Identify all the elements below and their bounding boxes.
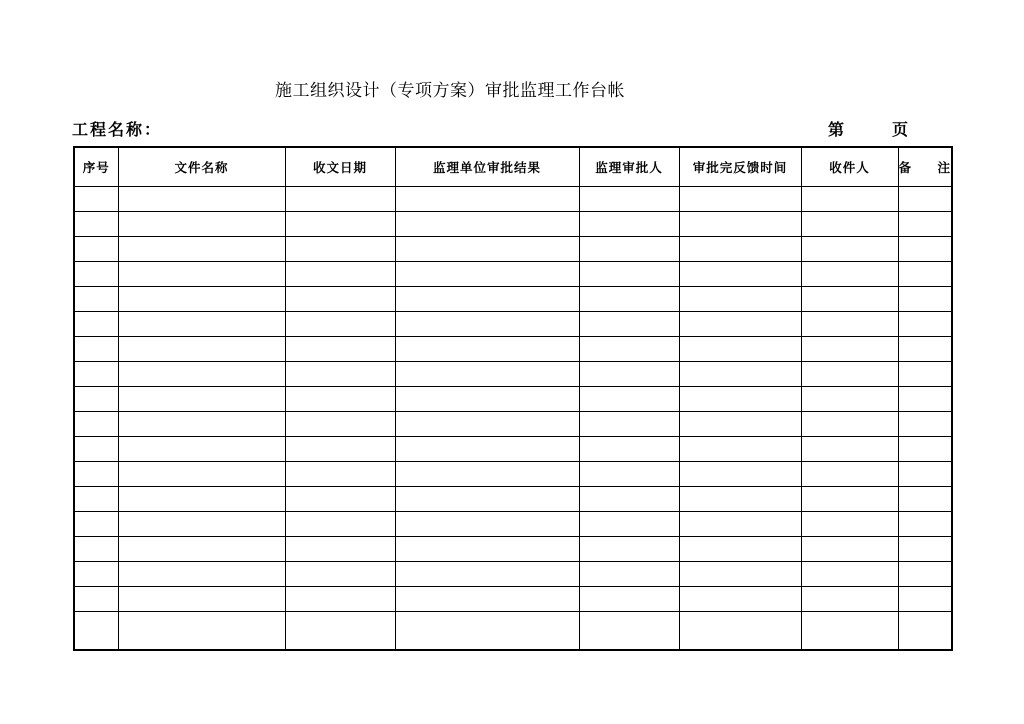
table-cell[interactable] <box>898 512 952 537</box>
table-cell[interactable] <box>118 612 285 651</box>
table-cell[interactable] <box>118 587 285 612</box>
table-cell[interactable] <box>679 312 801 337</box>
header-receipt-date: 收文日期 <box>285 147 395 187</box>
table-cell[interactable] <box>898 437 952 462</box>
table-cell[interactable] <box>285 512 395 537</box>
table-cell[interactable] <box>898 387 952 412</box>
table-cell[interactable] <box>74 587 118 612</box>
table-cell[interactable] <box>74 212 118 237</box>
table-cell[interactable] <box>285 562 395 587</box>
table-cell[interactable] <box>74 312 118 337</box>
table-cell[interactable] <box>395 237 579 262</box>
table-cell[interactable] <box>285 437 395 462</box>
table-cell[interactable] <box>801 562 898 587</box>
table-cell[interactable] <box>579 212 679 237</box>
table-row <box>74 612 952 651</box>
table-cell[interactable] <box>898 287 952 312</box>
table-cell[interactable] <box>679 487 801 512</box>
table-cell[interactable] <box>74 362 118 387</box>
table-cell[interactable] <box>801 387 898 412</box>
table-cell[interactable] <box>679 537 801 562</box>
table-row <box>74 187 952 212</box>
table-cell[interactable] <box>679 287 801 312</box>
table-cell[interactable] <box>395 187 579 212</box>
table-cell[interactable] <box>285 587 395 612</box>
table-cell[interactable] <box>579 387 679 412</box>
table-cell[interactable] <box>679 612 801 651</box>
table-cell[interactable] <box>801 487 898 512</box>
table-cell[interactable] <box>898 187 952 212</box>
table-cell[interactable] <box>74 437 118 462</box>
table-cell[interactable] <box>74 262 118 287</box>
table-cell[interactable] <box>285 537 395 562</box>
table-cell[interactable] <box>118 437 285 462</box>
table-cell[interactable] <box>74 287 118 312</box>
table-cell[interactable] <box>898 537 952 562</box>
table-cell[interactable] <box>118 187 285 212</box>
table-cell[interactable] <box>118 412 285 437</box>
table-row <box>74 212 952 237</box>
table-cell[interactable] <box>898 237 952 262</box>
table-cell[interactable] <box>679 512 801 537</box>
table-cell[interactable] <box>74 537 118 562</box>
table-cell[interactable] <box>801 262 898 287</box>
table-cell[interactable] <box>898 337 952 362</box>
header-remarks: 备 注 <box>898 147 952 187</box>
table-cell[interactable] <box>118 287 285 312</box>
header-feedback-time: 审批完反馈时间 <box>679 147 801 187</box>
table-cell[interactable] <box>579 512 679 537</box>
table-cell[interactable] <box>801 337 898 362</box>
table-cell[interactable] <box>679 462 801 487</box>
table-cell[interactable] <box>579 187 679 212</box>
table-cell[interactable] <box>801 612 898 651</box>
header-serial-number: 序号 <box>74 147 118 187</box>
table-cell[interactable] <box>579 437 679 462</box>
table-cell[interactable] <box>395 412 579 437</box>
table-cell[interactable] <box>801 362 898 387</box>
table-cell[interactable] <box>285 287 395 312</box>
table-cell[interactable] <box>285 612 395 651</box>
table-cell[interactable] <box>898 487 952 512</box>
table-cell[interactable] <box>74 237 118 262</box>
table-cell[interactable] <box>898 587 952 612</box>
table-row <box>74 412 952 437</box>
table-cell[interactable] <box>285 337 395 362</box>
table-cell[interactable] <box>801 187 898 212</box>
table-cell[interactable] <box>579 337 679 362</box>
table-cell[interactable] <box>74 512 118 537</box>
table-cell[interactable] <box>118 212 285 237</box>
table-cell[interactable] <box>679 237 801 262</box>
table-cell[interactable] <box>679 337 801 362</box>
table-cell[interactable] <box>118 237 285 262</box>
table-row <box>74 562 952 587</box>
table-cell[interactable] <box>118 512 285 537</box>
table-row <box>74 312 952 337</box>
project-name-label: 工程名称： <box>72 120 163 139</box>
table-cell[interactable] <box>118 262 285 287</box>
table-cell[interactable] <box>285 387 395 412</box>
table-cell[interactable] <box>898 562 952 587</box>
table-cell[interactable] <box>74 187 118 212</box>
table-row <box>74 437 952 462</box>
table-body <box>74 187 952 651</box>
table-cell[interactable] <box>285 312 395 337</box>
table-cell[interactable] <box>118 487 285 512</box>
table-row <box>74 237 952 262</box>
page-number-prefix: 第 <box>828 120 845 139</box>
table-cell[interactable] <box>285 462 395 487</box>
table-cell[interactable] <box>898 362 952 387</box>
table-cell[interactable] <box>898 262 952 287</box>
table-cell[interactable] <box>395 487 579 512</box>
table-cell[interactable] <box>579 312 679 337</box>
table-cell[interactable] <box>579 487 679 512</box>
table-row <box>74 487 952 512</box>
table-row <box>74 587 952 612</box>
table-cell[interactable] <box>395 587 579 612</box>
table-cell[interactable] <box>801 412 898 437</box>
table-cell[interactable] <box>579 362 679 387</box>
table-cell[interactable] <box>579 612 679 651</box>
table-header-row <box>74 147 952 187</box>
table-cell[interactable] <box>898 612 952 651</box>
table-row <box>74 387 952 412</box>
table-cell[interactable] <box>285 412 395 437</box>
table-cell[interactable] <box>285 212 395 237</box>
table-cell[interactable] <box>801 537 898 562</box>
header-approval-result: 监理单位审批结果 <box>395 147 579 187</box>
header-recipient: 收件人 <box>801 147 898 187</box>
table-cell[interactable] <box>118 462 285 487</box>
table-cell[interactable] <box>679 387 801 412</box>
table-row <box>74 337 952 362</box>
table-cell[interactable] <box>679 262 801 287</box>
table-cell[interactable] <box>679 587 801 612</box>
table-cell[interactable] <box>579 587 679 612</box>
table-cell[interactable] <box>395 312 579 337</box>
table-cell[interactable] <box>898 212 952 237</box>
table-cell[interactable] <box>579 537 679 562</box>
table-cell[interactable] <box>579 262 679 287</box>
table-cell[interactable] <box>898 412 952 437</box>
table-cell[interactable] <box>579 412 679 437</box>
approval-ledger-table <box>73 146 953 651</box>
table-cell[interactable] <box>395 337 579 362</box>
table-cell[interactable] <box>118 312 285 337</box>
table-cell[interactable] <box>118 537 285 562</box>
table-cell[interactable] <box>74 387 118 412</box>
table-cell[interactable] <box>395 437 579 462</box>
document-title: 施工组织设计（专项方案）审批监理工作台帐 <box>275 81 625 101</box>
table-cell[interactable] <box>285 487 395 512</box>
table-cell[interactable] <box>395 537 579 562</box>
page-number-suffix: 页 <box>892 120 909 139</box>
table-cell[interactable] <box>285 237 395 262</box>
table-cell[interactable] <box>395 287 579 312</box>
table-cell[interactable] <box>679 412 801 437</box>
table-cell[interactable] <box>74 487 118 512</box>
table-cell[interactable] <box>395 362 579 387</box>
table-cell[interactable] <box>395 562 579 587</box>
table-cell[interactable] <box>679 562 801 587</box>
table-cell[interactable] <box>118 362 285 387</box>
table-cell[interactable] <box>579 562 679 587</box>
table-cell[interactable] <box>679 212 801 237</box>
table-row <box>74 512 952 537</box>
table-cell[interactable] <box>801 287 898 312</box>
table-row <box>74 462 952 487</box>
table-cell[interactable] <box>118 562 285 587</box>
table-cell[interactable] <box>395 462 579 487</box>
table-cell[interactable] <box>74 562 118 587</box>
table-cell[interactable] <box>395 212 579 237</box>
table-cell[interactable] <box>679 437 801 462</box>
table-cell[interactable] <box>395 387 579 412</box>
table-cell[interactable] <box>679 362 801 387</box>
table-cell[interactable] <box>898 312 952 337</box>
header-document-name: 文件名称 <box>118 147 285 187</box>
table-cell[interactable] <box>801 312 898 337</box>
table-row <box>74 537 952 562</box>
table-cell[interactable] <box>801 587 898 612</box>
table-cell[interactable] <box>118 387 285 412</box>
table-cell[interactable] <box>801 437 898 462</box>
table-cell[interactable] <box>74 612 118 651</box>
table-cell[interactable] <box>285 362 395 387</box>
table-cell[interactable] <box>579 237 679 262</box>
table-cell[interactable] <box>395 262 579 287</box>
table-cell[interactable] <box>285 187 395 212</box>
table-cell[interactable] <box>679 187 801 212</box>
table-row <box>74 287 952 312</box>
table-cell[interactable] <box>74 412 118 437</box>
table-cell[interactable] <box>801 512 898 537</box>
table-cell[interactable] <box>579 287 679 312</box>
table-cell[interactable] <box>74 462 118 487</box>
table-cell[interactable] <box>801 462 898 487</box>
table-row <box>74 362 952 387</box>
table-row <box>74 262 952 287</box>
table-cell[interactable] <box>118 337 285 362</box>
table-cell[interactable] <box>395 512 579 537</box>
header-approver: 监理审批人 <box>579 147 679 187</box>
table-cell[interactable] <box>801 212 898 237</box>
table-cell[interactable] <box>898 462 952 487</box>
table-cell[interactable] <box>395 612 579 651</box>
table-cell[interactable] <box>74 337 118 362</box>
table-cell[interactable] <box>801 237 898 262</box>
table-cell[interactable] <box>579 462 679 487</box>
table-cell[interactable] <box>285 262 395 287</box>
